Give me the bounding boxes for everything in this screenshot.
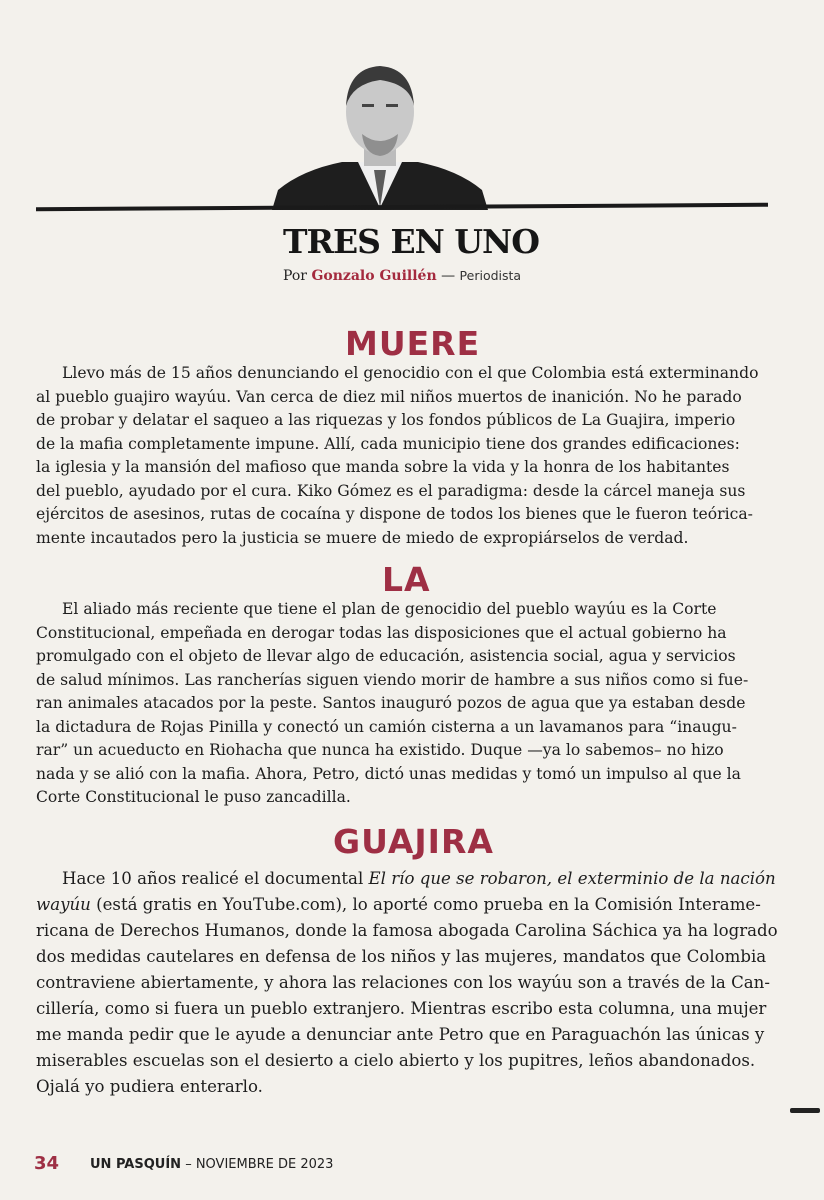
paragraph-line: Llevo más de 15 años denunciando el genocidio con el que Colombia está exterminando bbox=[62, 364, 759, 382]
paragraph-line: Corte Constitucional le puso zancadilla. bbox=[36, 788, 351, 806]
paragraph-line: de salud mínimos. Las rancherías siguen viendo morir de hambre a sus niños como si fue- bbox=[36, 670, 749, 689]
byline-separator: — bbox=[441, 268, 456, 284]
paragraph-line: Ojalá yo pudiera enterarlo. bbox=[36, 1077, 263, 1096]
documentary-title-end: wayúu bbox=[36, 895, 91, 914]
paragraph-line: El aliado más reciente que tiene el plan de genocidio del pueblo wayúu es la Corte bbox=[62, 600, 717, 618]
paragraph-line: la iglesia y la mansión del mafioso que manda sobre la vida y la honra de los habitantes bbox=[36, 458, 730, 476]
paragraph-line bbox=[36, 892, 788, 918]
paragraph-line: ricana de Derechos Humanos, donde la famosa abogada Carolina Sáchica ya ha logrado bbox=[36, 921, 778, 940]
paragraph-line: la dictadura de Rojas Pinilla y conectó un camión cisterna a un lavamanos para “inaugu- bbox=[36, 717, 737, 736]
section-paragraph-muere bbox=[36, 362, 788, 550]
paragraph-line: de la mafia completamente impune. Allí, cada municipio tiene dos grandes edificaciones: bbox=[36, 434, 740, 453]
section-heading-la: LA bbox=[382, 560, 431, 599]
line-text: (está gratis en YouTube.com), lo aporté como prueba en la Comisión Interame- bbox=[90, 895, 761, 914]
section-heading-guajira: GUAJIRA bbox=[333, 822, 494, 861]
paragraph-line: del pueblo, ayudado por el cura. Kiko Gómez es el paradigma: desde la cárcel maneja sus bbox=[36, 481, 746, 500]
author-portrait bbox=[272, 58, 488, 210]
column-title: TRES EN UNO bbox=[283, 222, 539, 261]
paragraph-line: Constitucional, empeñada en derogar todas las disposiciones que el actual gobierno ha bbox=[36, 623, 727, 642]
paragraph-line bbox=[36, 866, 788, 892]
paragraph-line: al pueblo guajiro wayúu. Van cerca de diez mil niños muertos de inanición. No he parado bbox=[36, 387, 742, 406]
section-heading-muere: MUERE bbox=[345, 324, 481, 363]
paragraph-line: cillería, como si fuera un pueblo extranjero. Mientras escribo esta columna, una mujer bbox=[36, 999, 767, 1018]
documentary-title: El río que se robaron, el exterminio de la nación bbox=[368, 869, 776, 888]
ink-mark bbox=[790, 1108, 820, 1113]
paragraph-line: mente incautados pero la justicia se muere de miedo de expropiárselos de verdad. bbox=[36, 528, 689, 547]
paragraph-line: de probar y delatar el saqueo a las riquezas y los fondos públicos de La Guajira, imperio bbox=[36, 411, 736, 429]
paragraph-line: ran animales atacados por la peste. Santos inauguró pozos de agua que ya estaban desde bbox=[36, 694, 746, 712]
paragraph-line: nada y se alió con la mafia. Ahora, Petro, dictó unas medidas y tomó un impulso al que la bbox=[36, 764, 741, 783]
paragraph-line: promulgado con el objeto de llevar algo de educación, asistencia social, agua y servicios bbox=[36, 647, 736, 665]
footer-publication bbox=[90, 1157, 333, 1172]
section-paragraph-la bbox=[36, 598, 788, 810]
paragraph-line: miserables escuelas son el desierto a cielo abierto y los pupitres, leños abandonados. bbox=[36, 1051, 756, 1070]
paragraph-line: rar” un acueducto en Riohacha que nunca ha existido. Duque —ya lo sabemos– no hizo bbox=[36, 741, 724, 759]
paragraph-line: ejércitos de asesinos, rutas de cocaína y dispone de todos los bienes que le fueron teórica- bbox=[36, 505, 753, 523]
byline-prefix: Por bbox=[283, 268, 307, 284]
paragraph-line: contraviene abiertamente, y ahora las relaciones con los wayúu son a través de la Can- bbox=[36, 973, 770, 992]
publication-name: UN PASQUÍN bbox=[90, 1157, 182, 1172]
paragraph-line: me manda pedir que le ayude a denunciar ante Petro que en Paraguachón las únicas y bbox=[36, 1025, 765, 1044]
author-role: Periodista bbox=[459, 268, 522, 283]
page-number: 34 bbox=[34, 1153, 60, 1174]
byline bbox=[283, 268, 521, 284]
publication-date: – NOVIEMBRE DE 2023 bbox=[185, 1157, 334, 1172]
author-name: Gonzalo Guillén bbox=[311, 268, 437, 284]
paragraph-line: dos medidas cautelares en defensa de los niños y las mujeres, mandatos que Colombia bbox=[36, 947, 767, 966]
section-paragraph-guajira bbox=[36, 866, 788, 1100]
line-text: Hace 10 años realicé el documental bbox=[62, 869, 369, 888]
